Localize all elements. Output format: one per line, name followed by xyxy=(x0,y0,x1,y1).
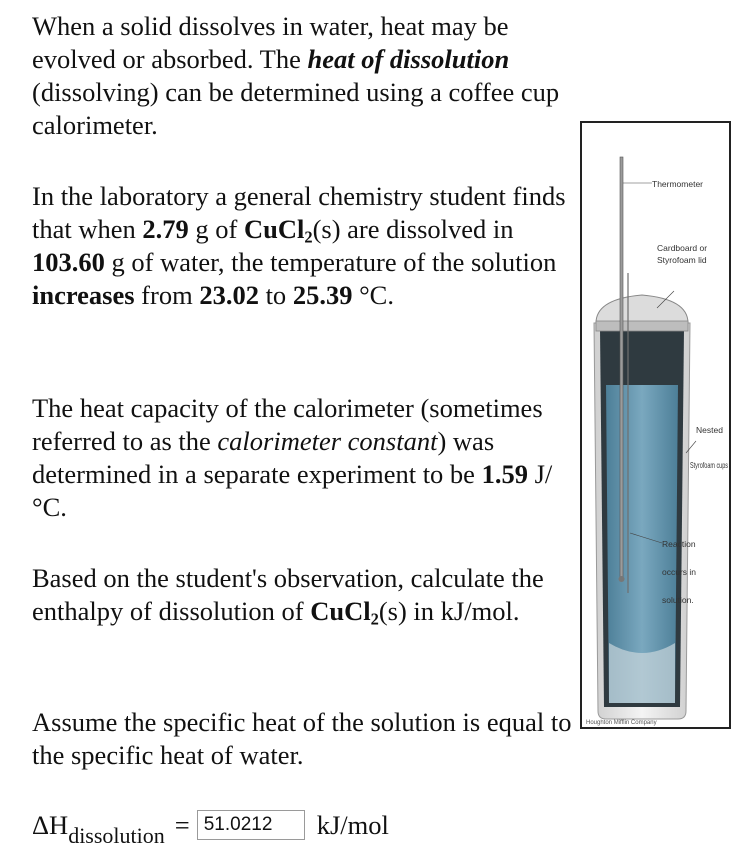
intro-paragraph xyxy=(32,10,577,142)
final-temperature: 25.39 xyxy=(292,280,353,310)
figure-caption: Houghton Mifflin Company xyxy=(586,720,657,726)
question-paragraph xyxy=(32,562,577,628)
calorimeter-constant-term: calorimeter constant xyxy=(217,426,438,456)
temperature-direction: increases xyxy=(32,280,135,310)
experiment-text: In the laboratory a general chemistry student finds that when xyxy=(32,181,566,244)
reaction-label-line1: Reaction xyxy=(662,539,696,549)
reaction-label-line2: occurs in xyxy=(662,567,697,577)
calorimeter-diagram xyxy=(582,123,729,727)
calorimeter-constant-value: 1.59 xyxy=(481,459,528,489)
experiment-text: (s) are dissolved in xyxy=(312,214,514,244)
delta-h: ΔH xyxy=(32,809,69,840)
question-text: Based on the student's observation, calculate the enthalpy of dissolution of xyxy=(32,563,544,626)
thermometer-label: Thermometer xyxy=(652,179,704,189)
experiment-paragraph xyxy=(32,180,577,312)
lid-label-line1: Cardboard or xyxy=(657,243,708,253)
answer-row xyxy=(32,808,389,848)
intro-text-end: (dissolving) can be determined using a coffee cup calorimeter. xyxy=(32,77,560,140)
heat-of-dissolution-term: heat of dissolution xyxy=(307,44,510,74)
dissolution-subscript: dissolution xyxy=(68,822,165,848)
reaction-label-line3: solution. xyxy=(662,595,694,605)
answer-input[interactable] xyxy=(197,810,305,840)
heat-capacity-text: The heat capacity of the calorimeter (sometimes referred to as the xyxy=(32,393,543,456)
initial-temperature: 23.02 xyxy=(199,280,259,310)
experiment-text: to xyxy=(258,280,293,310)
compound-formula xyxy=(310,596,379,629)
calorimeter-figure xyxy=(580,121,731,729)
cups-label-line1: Nested xyxy=(696,425,723,435)
experiment-text: g of xyxy=(188,214,244,244)
heat-capacity-paragraph xyxy=(32,392,577,524)
compound-subscript: 2 xyxy=(370,609,379,629)
mass-water-value: 103.60 xyxy=(32,247,105,277)
lid xyxy=(596,295,688,323)
thermometer-bulb xyxy=(619,576,625,582)
intro-text: When a solid dissolves in water, heat may be evolved or absorbed. The xyxy=(32,11,509,74)
heat-capacity-unit: J/°C. xyxy=(32,459,553,522)
thermometer xyxy=(620,157,623,577)
compound-formula xyxy=(243,214,313,247)
equals-sign: = xyxy=(174,809,190,840)
experiment-text: g of water, the temperature of the solution xyxy=(104,247,557,277)
assumption-paragraph: Assume the specific heat of the solution is equal to the specific heat of water. xyxy=(32,707,572,770)
lid-label-line2: Styrofoam lid xyxy=(657,255,707,265)
lid-rim xyxy=(596,321,688,331)
compound-main: CuCl xyxy=(243,214,305,244)
mass-solid-value: 2.79 xyxy=(142,214,189,244)
question-text: (s) in kJ/mol. xyxy=(378,596,520,626)
enthalpy-symbol xyxy=(32,809,165,848)
cups-label-line2: Styrofoam cups xyxy=(690,460,728,470)
compound-subscript: 2 xyxy=(304,227,313,247)
experiment-text: from xyxy=(134,280,200,310)
experiment-text: °C. xyxy=(352,280,394,310)
heat-capacity-text: ) was determined in a separate experiment to be xyxy=(32,426,495,489)
compound-main: CuCl xyxy=(310,596,371,626)
answer-unit: kJ/mol xyxy=(316,809,389,840)
